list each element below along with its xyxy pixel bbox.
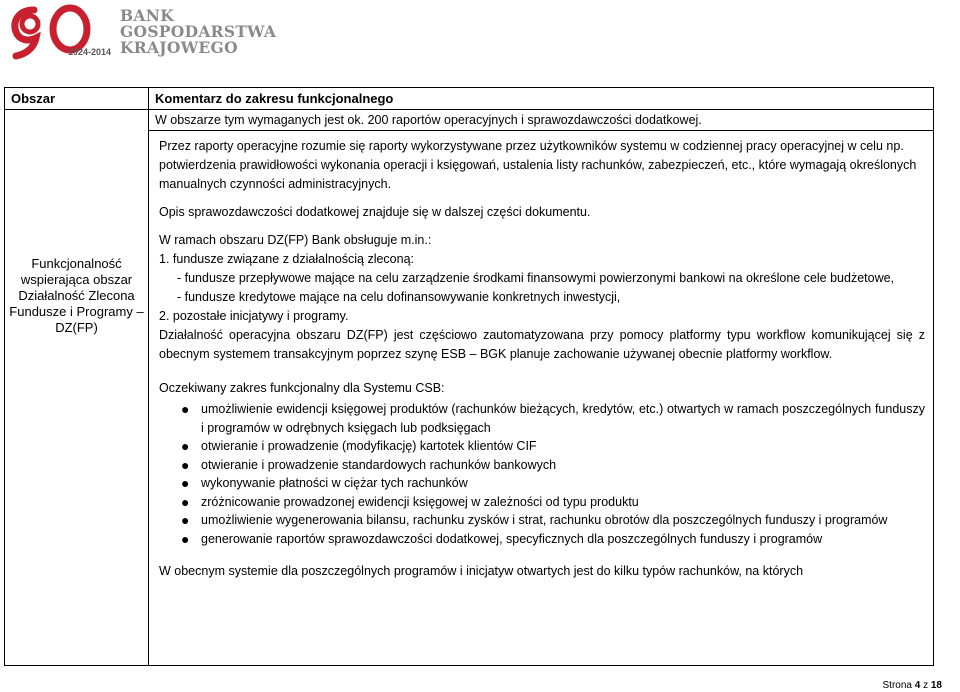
- list-item: [181, 400, 925, 437]
- paragraph-reports-definition: Przez raporty operacyjne rozumie się raporty wykorzystywane przez użytkowników systemu w codziennej pracy operacyjnej w celu np. potwierdzenia prawidłowości wykonania operacji i księgowań, ustalenia listy rachunków, zabezpieczeń, etc., które wymagają określonych manualnych czynności administracyjnych.: [159, 139, 917, 191]
- bullet-icon: ●: [181, 438, 190, 454]
- col-header-comment-label: Komentarz do zakresu funkcjonalnego: [155, 91, 394, 106]
- paragraph-credit-funds: - fundusze kredytowe mające na celu dofinansowywanie konkretnych inwestycji,: [177, 290, 621, 304]
- col-header-comment: [149, 88, 934, 110]
- comment-content: [149, 131, 933, 585]
- col-header-area: [5, 88, 149, 110]
- list-item: [181, 493, 925, 512]
- list-item: [181, 456, 925, 475]
- list-item-text: otwieranie i prowadzenie (modyfikację) kartotek klientów CIF: [201, 439, 537, 453]
- summary-text: W obszarze tym wymaganych jest ok. 200 raportów operacyjnych i sprawozdawczości dodatkowej.: [155, 113, 702, 127]
- bank-name-line-2: GOSPODARSTWA: [120, 22, 277, 41]
- list-item-text: otwieranie i prowadzenie standardowych rachunków bankowych: [201, 457, 557, 472]
- page-number: [883, 680, 943, 691]
- bullet-icon: ●: [181, 456, 190, 473]
- paragraph-area-intro: W ramach obszaru DZ(FP) Bank obsługuje m.in.:: [159, 233, 432, 247]
- bullet-icon: ●: [181, 512, 190, 528]
- bullet-icon: ●: [181, 530, 190, 547]
- comment-cell: [149, 131, 934, 666]
- list-item: [181, 530, 925, 549]
- summary-cell: [149, 110, 934, 131]
- expected-scope-list: [159, 400, 925, 548]
- list-item: [181, 437, 925, 456]
- list-item-text: umożliwienie ewidencji księgowej produktów (rachunków bieżących, kredytów, etc.) otwartych w ramach poszczególnych funduszy i programów w odrębnych księgach lub podksięgach: [201, 402, 925, 435]
- list-item-text: generowanie raportów sprawozdawczości dodatkowej, specyficznych dla poszczególnych funduszy i programów: [201, 531, 823, 546]
- paragraph-flow-funds: - fundusze przepływowe mające na celu zarządzenie środkami finansowymi powierzonymi bankowi na określone cele budżetowe,: [177, 271, 895, 285]
- paragraph-workflow: Działalność operacyjna obszaru DZ(FP) jest częściowo zautomatyzowana przy pomocy platformy typu workflow komunikującej się z obecnym systemem transakcyjnym poprzez szynę ESB – BGK planuje zachowanie używanej obecnie platformy workflow.: [159, 328, 925, 361]
- bank-name-line-3: KRAJOWEGO: [120, 38, 238, 57]
- bullet-icon: ●: [181, 475, 190, 491]
- paragraph-item-2: 2. pozostałe inicjatywy i programy.: [159, 309, 349, 323]
- area-label: Funkcjonalność wspierająca obszar Działalność Zlecona Fundusze i Programy – DZ(FP): [9, 256, 144, 335]
- logo-years-range: 1924-2014: [68, 47, 112, 57]
- bank-name-line-1: BANK: [120, 6, 174, 25]
- page-current: 4: [914, 680, 921, 691]
- paragraph-item-1: 1. fundusze związane z działalnością zleconą:: [159, 252, 415, 266]
- bullet-icon: ●: [181, 493, 190, 510]
- paragraph-current-system: W obecnym systemie dla poszczególnych programów i inicjatyw otwartych jest do kilku typów rachunków, na których: [159, 564, 804, 578]
- paragraph-expected-scope: Oczekiwany zakres funkcjonalny dla Systemu CSB:: [159, 381, 445, 395]
- area-cell: [5, 110, 149, 666]
- list-item-text: umożliwienie wygenerowania bilansu, rachunku zysków i strat, rachunku obrotów dla poszczególnych funduszy i programów: [201, 513, 888, 527]
- page-word: Strona: [882, 680, 912, 691]
- bank-logo: [8, 2, 277, 66]
- table-row: [5, 110, 934, 131]
- page-of: z: [923, 680, 929, 691]
- table-header-row: [5, 88, 934, 110]
- list-item-text: zróżnicowanie prowadzonej ewidencji księgowej w zależności od typu produktu: [201, 494, 639, 509]
- list-item: [181, 474, 925, 493]
- bank-name: [120, 8, 276, 56]
- page-total: 18: [930, 680, 942, 691]
- col-header-area-label: Obszar: [11, 91, 56, 106]
- list-item-text: wykonywanie płatności w ciężar tych rachunków: [201, 476, 468, 490]
- paragraph-additional-reporting: Opis sprawozdawczości dodatkowej znajduje się w dalszej części dokumentu.: [159, 205, 591, 219]
- list-item: [181, 511, 925, 530]
- functional-scope-table: [4, 87, 934, 666]
- bullet-icon: ●: [181, 401, 190, 417]
